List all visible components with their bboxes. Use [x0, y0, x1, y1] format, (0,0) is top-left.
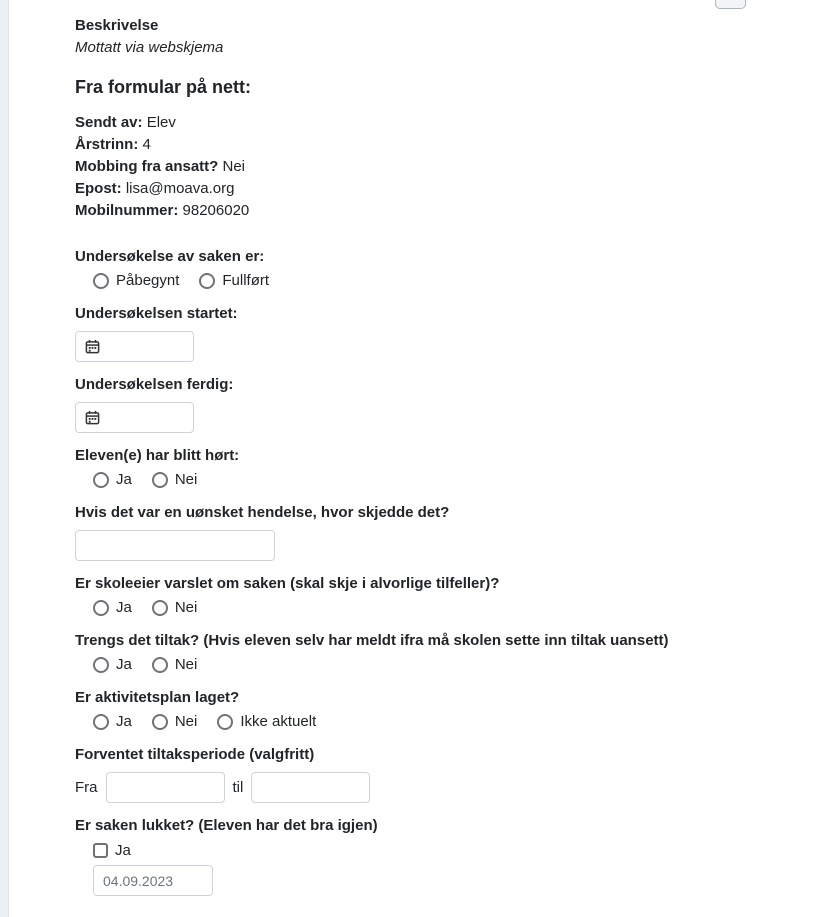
left-edge-strip [0, 0, 9, 917]
option-student-heard-nei[interactable]: Nei [152, 471, 198, 488]
case-closed-date-input[interactable] [93, 865, 213, 896]
group-measures-needed [75, 630, 797, 675]
info-line-bullying-by-staff: Mobbing fra ansatt? Nei [75, 158, 246, 175]
radio-owner-notified-ja[interactable] [93, 600, 109, 616]
activity-plan-label: Er aktivitetsplan laget? [75, 689, 240, 706]
partial-corner-button[interactable] [715, 0, 746, 9]
submitted-info-block [75, 112, 797, 222]
option-activity-plan-ikke-aktuelt[interactable]: Ikke aktuelt [217, 713, 316, 730]
group-activity-plan [75, 687, 797, 732]
option-owner-notified-nei[interactable]: Nei [152, 599, 198, 616]
investigation-started-label: Undersøkelsen startet: [75, 305, 238, 322]
group-case-closed [75, 815, 797, 896]
radio-fullfort[interactable] [199, 273, 215, 289]
incident-location-label: Hvis det var en uønsket hendelse, hvor skjedde det? [75, 504, 450, 521]
option-case-closed-ja[interactable]: Ja [75, 837, 797, 859]
radio-activity-plan-ikke-aktuelt[interactable] [217, 714, 233, 730]
option-student-heard-ja[interactable]: Ja [93, 471, 132, 488]
investigation-started-input[interactable] [106, 339, 184, 355]
period-from-label: Fra [75, 779, 98, 796]
case-closed-label: Er saken lukket? (Eleven har det bra igjen) [75, 817, 378, 834]
group-owner-notified [75, 573, 797, 618]
calendar-icon [85, 339, 100, 354]
investigation-status-label: Undersøkelse av saken er: [75, 248, 265, 265]
checkbox-case-closed-ja[interactable] [93, 843, 108, 858]
group-investigation-status [75, 246, 797, 291]
period-to-input[interactable] [251, 772, 370, 803]
investigation-finished-input[interactable] [106, 410, 184, 426]
group-incident-location [75, 502, 797, 561]
option-owner-notified-ja[interactable]: Ja [93, 599, 132, 616]
group-expected-period [75, 744, 797, 803]
option-measures-ja[interactable]: Ja [93, 656, 132, 673]
radio-measures-ja[interactable] [93, 657, 109, 673]
investigation-finished-label: Undersøkelsen ferdig: [75, 376, 234, 393]
expected-period-label: Forventet tiltaksperiode (valgfritt) [75, 746, 315, 763]
option-activity-plan-ja[interactable]: Ja [93, 713, 132, 730]
student-heard-label: Eleven(e) har blitt hørt: [75, 447, 240, 464]
radio-activity-plan-ja[interactable] [93, 714, 109, 730]
info-line-sent-by: Sendt av: Elev [75, 114, 176, 131]
incident-location-input[interactable] [75, 530, 275, 561]
period-to-label: til [232, 779, 244, 796]
radio-student-heard-nei[interactable] [152, 472, 168, 488]
option-fullfort[interactable]: Fullført [199, 272, 269, 289]
info-line-grade: Årstrinn: 4 [75, 136, 151, 153]
info-line-email: Epost: lisa@moava.org [75, 180, 235, 197]
group-student-heard [75, 445, 797, 490]
calendar-icon [85, 410, 100, 425]
option-measures-nei[interactable]: Nei [152, 656, 198, 673]
form-heading: Fra formular på nett: [75, 77, 252, 97]
measures-needed-label: Trengs det tiltak? (Hvis eleven selv har meldt ifra må skolen sette inn tiltak uansett) [75, 632, 669, 649]
radio-activity-plan-nei[interactable] [152, 714, 168, 730]
option-activity-plan-nei[interactable]: Nei [152, 713, 198, 730]
radio-measures-nei[interactable] [152, 657, 168, 673]
description-source: Mottatt via webskjema [75, 39, 224, 56]
investigation-started-datebox[interactable] [75, 331, 194, 362]
radio-student-heard-ja[interactable] [93, 472, 109, 488]
description-label: Beskrivelse [75, 17, 159, 34]
owner-notified-label: Er skoleeier varslet om saken (skal skje i alvorlige tilfeller)? [75, 575, 500, 592]
info-line-mobile: Mobilnummer: 98206020 [75, 202, 250, 219]
radio-pabegynt[interactable] [93, 273, 109, 289]
radio-owner-notified-nei[interactable] [152, 600, 168, 616]
group-investigation-finished [75, 374, 797, 433]
group-investigation-started [75, 303, 797, 362]
investigation-finished-datebox[interactable] [75, 402, 194, 433]
period-from-input[interactable] [106, 772, 225, 803]
option-pabegynt[interactable]: Påbegynt [93, 272, 179, 289]
case-form [75, 246, 797, 896]
